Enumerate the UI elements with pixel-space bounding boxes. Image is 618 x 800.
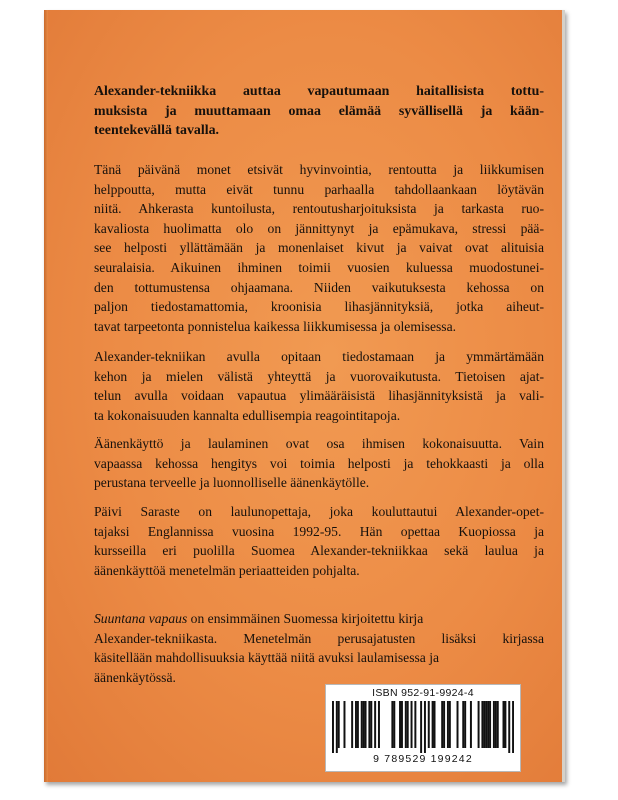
isbn-label: ISBN 952-91-9924-4 bbox=[372, 687, 474, 699]
cover-spine-edge bbox=[44, 10, 48, 782]
text-line: vapaassa kehossa hengitys voi toimia helposti ja tehokkaasti ja olla bbox=[94, 455, 544, 471]
text-line: Alexander-tekniikan avulla opitaan tiedostamaan ja ymmärtämään bbox=[94, 349, 544, 364]
text-line: Päivi Saraste on laulunopettaja, joka kouluttautui Alexander-opet- bbox=[94, 504, 544, 519]
barcode-bar bbox=[343, 701, 345, 748]
text-line: Alexander-tekniikasta. Menetelmän perusajatusten lisäksi kirjassa bbox=[94, 630, 544, 646]
barcode-bar bbox=[441, 701, 443, 748]
text-line: ta kokonaisuuden kannalta edullisempia reagointitapoja. bbox=[94, 407, 401, 423]
text-line: see helposti yllättämään ja monenlaiset kivut ja vaivat ovat alituisia bbox=[94, 240, 544, 256]
barcode-bar bbox=[483, 701, 485, 748]
barcode-bar bbox=[414, 701, 416, 748]
barcode-bar bbox=[351, 701, 353, 748]
text-line: Äänenkäyttö ja laulaminen ovat osa ihmisen kokonaisuutta. Vain bbox=[94, 436, 544, 451]
barcode-bar bbox=[355, 701, 357, 748]
barcode-bar bbox=[420, 701, 422, 753]
text-line: äänenkäyttöä menetelmän periaatteiden pohjalta. bbox=[94, 562, 360, 578]
lead-line: Alexander-tekniikka auttaa vapautumaan haitallisista tottu- bbox=[94, 84, 544, 99]
barcode-bar bbox=[504, 701, 506, 748]
text-line: perustana terveelle ja luonnolliselle äänenkäytölle. bbox=[94, 475, 370, 491]
barcode-bar bbox=[374, 701, 376, 748]
text-line bbox=[94, 609, 544, 629]
paragraph-author bbox=[94, 502, 544, 580]
barcode-bar bbox=[443, 701, 445, 748]
barcode-bar bbox=[332, 701, 334, 753]
lead-line: muksista ja muuttamaan omaa elämää syvällisellä ja kään- bbox=[94, 103, 544, 119]
barcode-bar bbox=[470, 701, 472, 748]
barcode-bar bbox=[411, 701, 413, 748]
barcode-bar bbox=[478, 701, 480, 748]
paragraph-technique bbox=[94, 347, 544, 425]
text-line: kursseilla eri puolilla Suomea Alexander-tekniikkaa sekä laulua ja bbox=[94, 543, 544, 559]
text-line: äänenkäytössä. bbox=[94, 669, 176, 685]
barcode-bar bbox=[428, 701, 430, 748]
lead-line: teentekevällä tavalla. bbox=[94, 123, 219, 139]
book-title: Suuntana vapaus bbox=[94, 611, 188, 626]
barcode-bar bbox=[368, 701, 370, 748]
barcode-bar bbox=[485, 701, 487, 748]
text-line: kehon ja mielen välistä yhteyttä ja vuorovaikutusta. Tietoisen ajat- bbox=[94, 368, 544, 384]
barcode-bar bbox=[512, 701, 514, 753]
text-line: paljon tiedostamattomia, kroonisia lihasjännityksiä, jotka aiheut- bbox=[94, 299, 544, 315]
barcode-bar bbox=[462, 701, 464, 748]
barcode-bar bbox=[405, 701, 407, 748]
isbn-barcode bbox=[325, 684, 521, 772]
barcode-bars bbox=[332, 701, 514, 753]
barcode-bar bbox=[503, 701, 505, 748]
barcode-bar bbox=[447, 701, 449, 748]
text-line: telun avulla voidaan vapautua ylimääräisistä lihasjännityksistä ja vali- bbox=[94, 388, 544, 404]
barcode-bar bbox=[378, 701, 380, 748]
barcode-bar bbox=[424, 701, 426, 753]
barcode-bar bbox=[449, 701, 451, 748]
barcode-bar bbox=[495, 701, 497, 748]
barcode-bar bbox=[497, 701, 499, 748]
barcode-bar bbox=[487, 701, 489, 748]
barcode-bar bbox=[336, 701, 338, 753]
barcode-bar bbox=[393, 701, 395, 748]
barcode-bar bbox=[365, 701, 367, 748]
text-line: tajaksi Englannissa vuosina 1992-95. Hän opettaa Kuopiossa ja bbox=[94, 523, 544, 539]
ean-digits: 9 789529 199242 bbox=[373, 753, 473, 765]
text-line: kavaliosta huolimatta olo on jännittynyt ja epämukava, stressi pää- bbox=[94, 220, 544, 236]
text-line: helppoutta, mutta eivät tunnu parhaalla tahdollaankaan löytävän bbox=[94, 181, 544, 197]
paragraph-book bbox=[94, 609, 544, 687]
barcode-bar bbox=[363, 701, 365, 748]
text-line: den tottumustensa ohjaamana. Niiden vaikutuksesta kehossa on bbox=[94, 279, 544, 295]
barcode-bar bbox=[434, 701, 436, 748]
barcode-bar bbox=[457, 701, 459, 748]
barcode-bar bbox=[432, 701, 434, 748]
barcode-bar bbox=[407, 701, 409, 748]
text-line: seuralaisia. Aikuinen ihminen toimii vuosien kuluessa muodostunei- bbox=[94, 259, 544, 275]
text-fragment: on ensimmäinen Suomessa kirjoitettu kirja bbox=[187, 611, 424, 626]
paragraph-voice bbox=[94, 434, 544, 493]
text-line: Tänä päivänä monet etsivät hyvinvointia, rentoutta ja liikkumisen bbox=[94, 162, 544, 177]
barcode-bar bbox=[489, 701, 491, 748]
barcode-bar bbox=[493, 701, 495, 748]
barcode-bar bbox=[401, 701, 403, 748]
barcode-bar bbox=[361, 701, 363, 748]
paragraph-wellbeing bbox=[94, 160, 544, 336]
barcode-bar bbox=[481, 701, 483, 748]
barcode-bar bbox=[399, 701, 401, 748]
barcode-bar bbox=[508, 701, 510, 753]
barcode-bar bbox=[464, 701, 466, 748]
barcode-bar bbox=[338, 701, 340, 748]
text-line: tavat tarpeetonta ponnistelua kaikessa liikkumisessa ja olemisessa. bbox=[94, 318, 457, 334]
lead-paragraph bbox=[94, 82, 544, 141]
barcode-bar bbox=[391, 701, 393, 748]
barcode-bar bbox=[357, 701, 359, 748]
text-line: käsitellään mahdollisuuksia käyttää niitä avuksi laulamisessa ja bbox=[94, 650, 440, 666]
text-line: niitä. Ahkerasta kuntoilusta, rentoutusharjoituksista ja tarkasta ruo- bbox=[94, 201, 544, 217]
barcode-bar bbox=[370, 701, 372, 748]
